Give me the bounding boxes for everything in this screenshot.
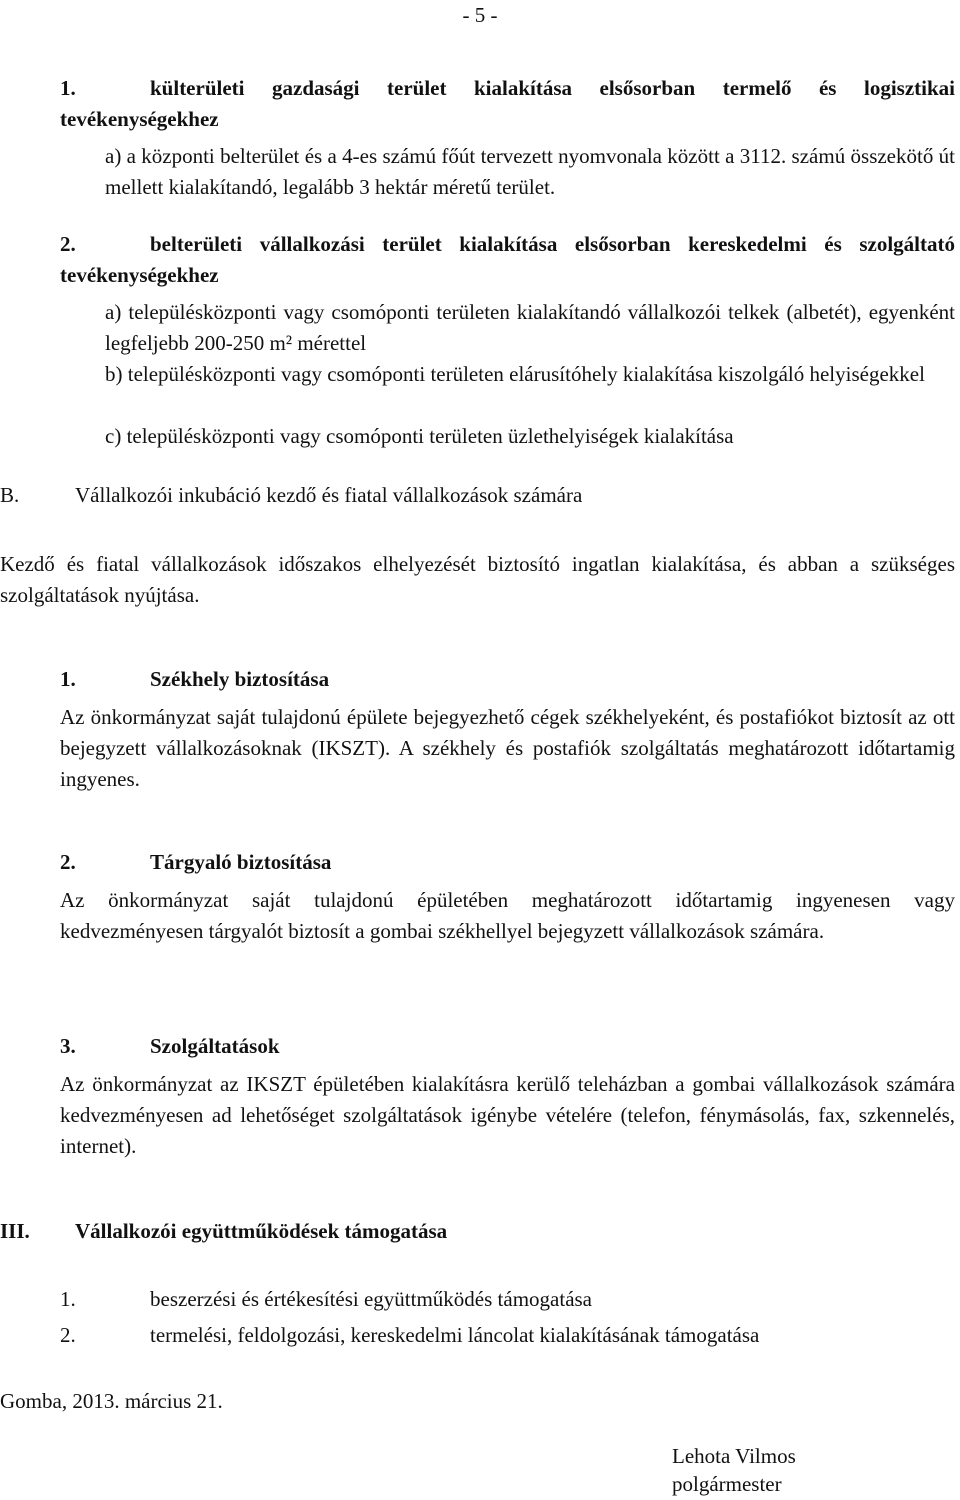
list-item-text: termelési, feldolgozási, kereskedelmi láncolat kialakításának támogatása xyxy=(150,1323,760,1347)
section-roman: III. xyxy=(0,1219,30,1243)
place-date: Gomba, 2013. március 21. xyxy=(0,1389,223,1413)
signer-name: Lehota Vilmos xyxy=(672,1444,796,1468)
item-title: belterületi vállalkozási terület kialakítása elsősorban kereskedelmi és szolgáltató tevékenységekhez xyxy=(60,232,955,287)
item-number: 1. xyxy=(60,667,76,691)
section-letter: B. xyxy=(0,483,20,507)
item-number: 3. xyxy=(60,1034,76,1058)
item-title: Székhely biztosítása xyxy=(150,667,330,691)
item-text: Az önkormányzat saját tulajdonú épülete bejegyezhető cégek székhelyeként, és postafiókot biztosít az ott bejegyzett vállalkozásoknak (IKSZT). A székhely és postafiók szolgáltatás meghatározott időtartamig ingyenes. xyxy=(60,705,955,791)
sub-a-text: a) a központi belterület és a 4-es számú főút tervezett nyomvonala között a 3112. számú összekötő út mellett kialakítandó, legalább 3 hektár méretű terület. xyxy=(105,144,955,199)
item-sub-a xyxy=(105,141,955,203)
section-title: Vállalkozói együttműködések támogatása xyxy=(75,1219,448,1243)
page-number: - 5 - xyxy=(462,3,498,27)
item-number: 2. xyxy=(60,232,76,256)
section-b-intro: Kezdő és fiatal vállalkozások időszakos elhelyezését biztosító ingatlan kialakítása, és abban a szükséges szolgáltatások nyújtása. xyxy=(0,552,955,607)
item-text: Az önkormányzat saját tulajdonú épületében meghatározott időtartamig ingyenesen vagy kedvezményesen tárgyalót biztosít a gombai székhellyel bejegyzett vállalkozások számára. xyxy=(60,888,955,943)
item-sub-b: b) településközponti vagy csomóponti területen elárusítóhely kialakítása kiszolgáló helyiségekkel xyxy=(105,362,925,386)
list-item-number: 1. xyxy=(60,1287,76,1311)
item-sub-a: a) településközponti vagy csomóponti területen kialakítandó vállalkozói telkek (albetét), egyenként legfeljebb 200-250 m² mérettel xyxy=(105,300,955,355)
item-sub-c: c) településközponti vagy csomóponti területen üzlethelyiségek kialakítása xyxy=(105,424,734,448)
section-title: Vállalkozói inkubáció kezdő és fiatal vállalkozások számára xyxy=(75,483,583,507)
item-title: külterületi gazdasági terület kialakítása elsősorban termelő és logisztikai tevékenységekhez xyxy=(60,76,955,131)
item-title: Tárgyaló biztosítása xyxy=(150,850,332,874)
item-number: 1. xyxy=(60,76,76,100)
item-number: 2. xyxy=(60,850,76,874)
list-item-number: 2. xyxy=(60,1323,76,1347)
item-title: Szolgáltatások xyxy=(150,1034,280,1058)
list-item-text: beszerzési és értékesítési együttműködés támogatása xyxy=(150,1287,593,1311)
signer-title: polgármester xyxy=(672,1472,782,1496)
item-text: Az önkormányzat az IKSZT épületében kialakításra kerülő teleházban a gombai vállalkozások számára kedvezményesen ad lehetőséget szolgáltatások igénybe vételére (telefon, fénymásolás, fax, szkennelés, internet). xyxy=(60,1072,955,1158)
